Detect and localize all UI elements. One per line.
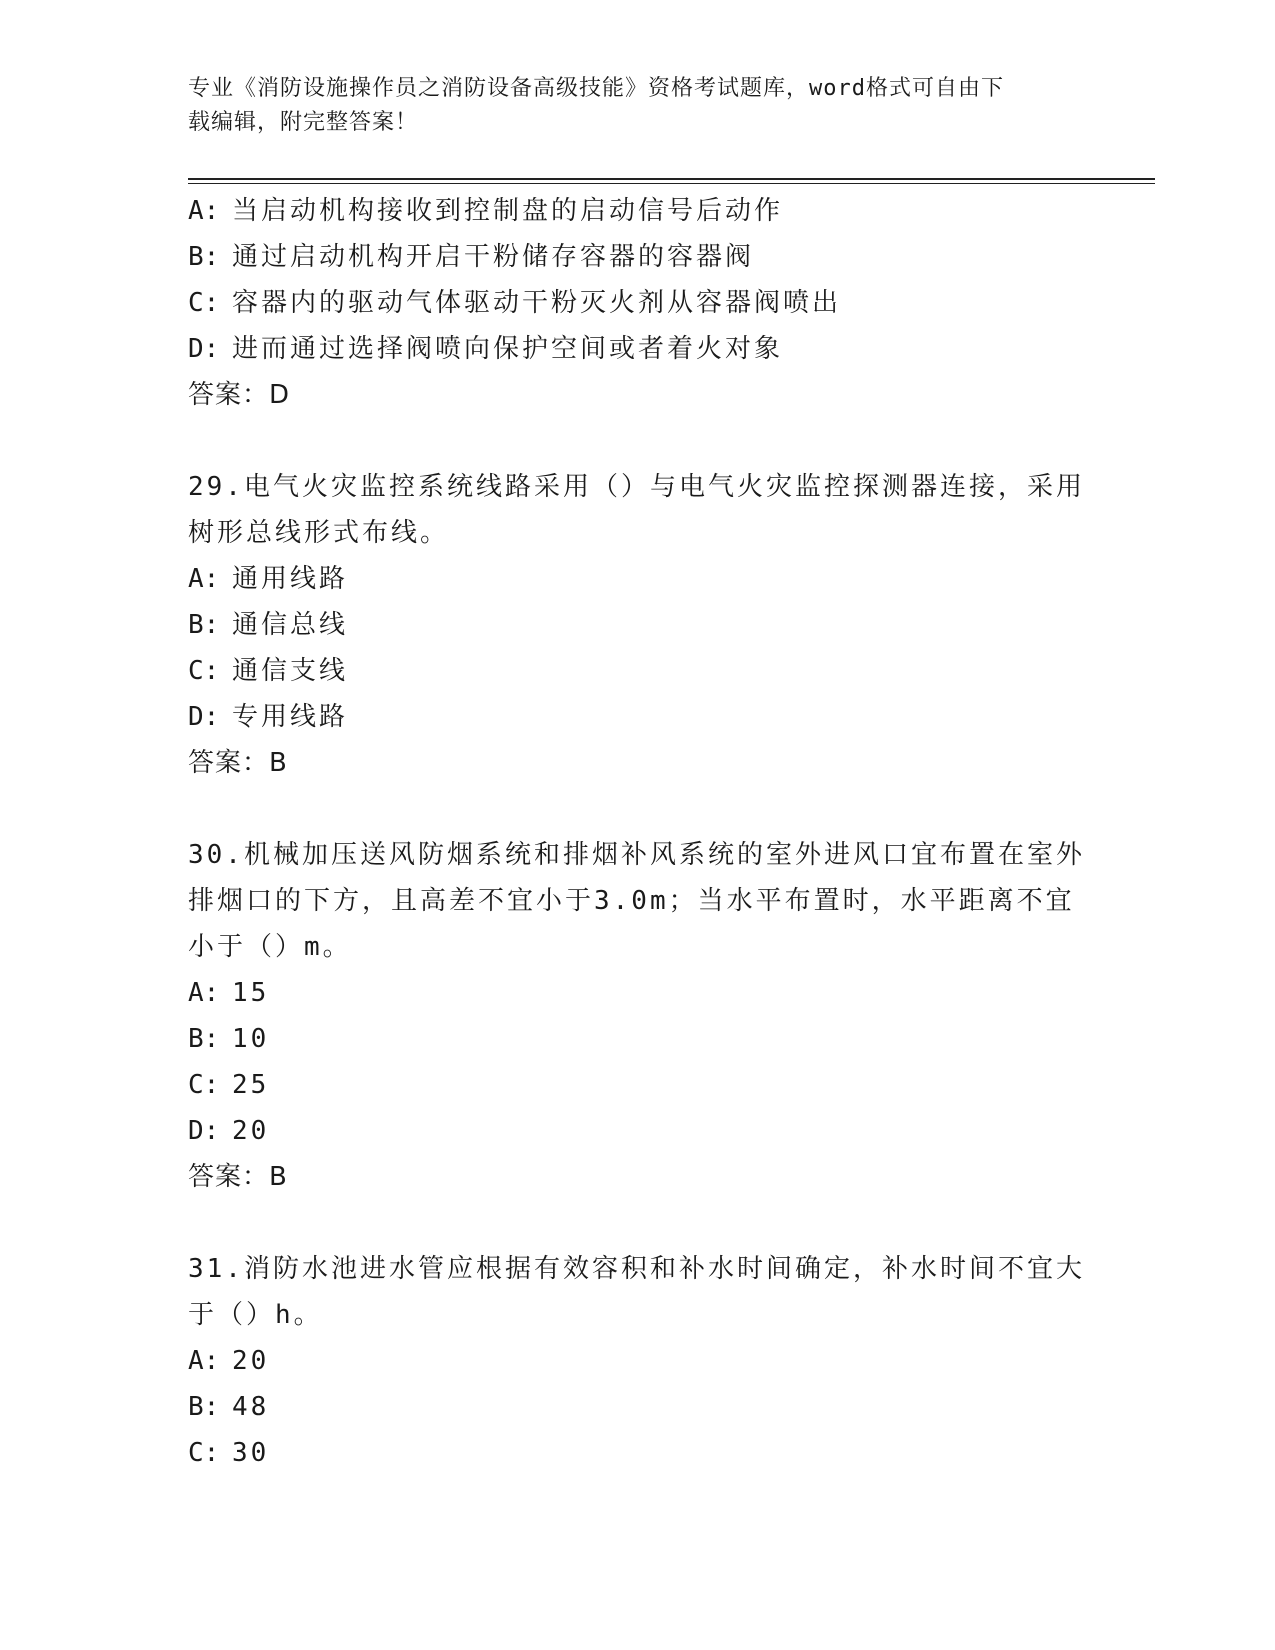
option-label: B: — [188, 1392, 220, 1422]
option-label: C: — [188, 288, 220, 318]
option-text: 25 — [232, 1070, 270, 1100]
question-30 — [188, 832, 1088, 1200]
question-text-line: 30.机械加压送风防烟系统和排烟补风系统的室外进风口宜布置在室外 — [188, 840, 1085, 870]
question-content — [188, 188, 1088, 1476]
document-header — [188, 72, 1068, 140]
option-text: 容器内的驱动气体驱动干粉灭火剂从容器阀喷出 — [232, 288, 842, 318]
answer-label: 答案： — [188, 380, 270, 410]
answer-value: B — [269, 748, 288, 778]
question-29 — [188, 464, 1088, 786]
header-line-1: 专业《消防设施操作员之消防设备高级技能》资格考试题库，word格式可自由下 — [188, 76, 1004, 101]
option-a — [188, 1338, 1088, 1384]
option-text: 通过启动机构开启干粉储存容器的容器阀 — [232, 242, 755, 272]
option-b — [188, 234, 1088, 280]
answer-line — [188, 1154, 1088, 1200]
header-line-2: 载编辑，附完整答案！ — [188, 110, 419, 135]
question-28 — [188, 188, 1088, 418]
answer-label: 答案： — [188, 748, 270, 778]
option-label: C: — [188, 656, 220, 686]
option-label: D: — [188, 1116, 220, 1146]
answer-label: 答案： — [188, 1162, 270, 1192]
option-text: 20 — [232, 1116, 270, 1146]
question-text-line: 小于（）m。 — [188, 932, 352, 962]
option-label: D: — [188, 334, 220, 364]
option-c — [188, 280, 1088, 326]
option-label: B: — [188, 242, 220, 272]
option-c — [188, 1062, 1088, 1108]
option-d — [188, 694, 1088, 740]
option-c — [188, 1430, 1088, 1476]
option-text: 通信总线 — [232, 610, 349, 640]
option-b — [188, 1016, 1088, 1062]
option-label: B: — [188, 610, 220, 640]
question-text-line: 树形总线形式布线。 — [188, 518, 450, 548]
header-divider-thin — [188, 183, 1155, 184]
option-text: 通信支线 — [232, 656, 349, 686]
option-text: 20 — [232, 1346, 270, 1376]
option-b — [188, 602, 1088, 648]
option-d — [188, 326, 1088, 372]
option-label: C: — [188, 1438, 220, 1468]
option-label: A: — [188, 564, 220, 594]
option-text: 专用线路 — [232, 702, 349, 732]
answer-value: B — [269, 1162, 288, 1192]
question-text-line: 31.消防水池进水管应根据有效容积和补水时间确定，补水时间不宜大 — [188, 1254, 1085, 1284]
question-text-line: 排烟口的下方，且高差不宜小于3.0m；当水平布置时，水平距离不宜 — [188, 886, 1075, 916]
option-label: C: — [188, 1070, 220, 1100]
spacer — [188, 786, 1088, 832]
answer-line — [188, 372, 1088, 418]
option-text: 15 — [232, 978, 270, 1008]
spacer — [188, 1200, 1088, 1246]
option-label: A: — [188, 978, 220, 1008]
option-text: 30 — [232, 1438, 270, 1468]
option-text: 进而通过选择阀喷向保护空间或者着火对象 — [232, 334, 784, 364]
option-label: A: — [188, 1346, 220, 1376]
option-label: D: — [188, 702, 220, 732]
answer-value: D — [269, 380, 291, 410]
option-text: 当启动机构接收到控制盘的启动信号后动作 — [232, 196, 784, 226]
option-text: 通用线路 — [232, 564, 349, 594]
header-divider-thick — [188, 178, 1155, 180]
option-text: 10 — [232, 1024, 270, 1054]
option-d — [188, 1108, 1088, 1154]
option-label: B: — [188, 1024, 220, 1054]
option-a — [188, 188, 1088, 234]
option-b — [188, 1384, 1088, 1430]
question-31 — [188, 1246, 1088, 1476]
answer-line — [188, 740, 1088, 786]
option-a — [188, 970, 1088, 1016]
question-text-line: 29.电气火灾监控系统线路采用（）与电气火灾监控探测器连接，采用 — [188, 472, 1085, 502]
option-c — [188, 648, 1088, 694]
option-a — [188, 556, 1088, 602]
option-text: 48 — [232, 1392, 270, 1422]
option-label: A: — [188, 196, 220, 226]
question-text-line: 于（）h。 — [188, 1300, 323, 1330]
spacer — [188, 418, 1088, 464]
